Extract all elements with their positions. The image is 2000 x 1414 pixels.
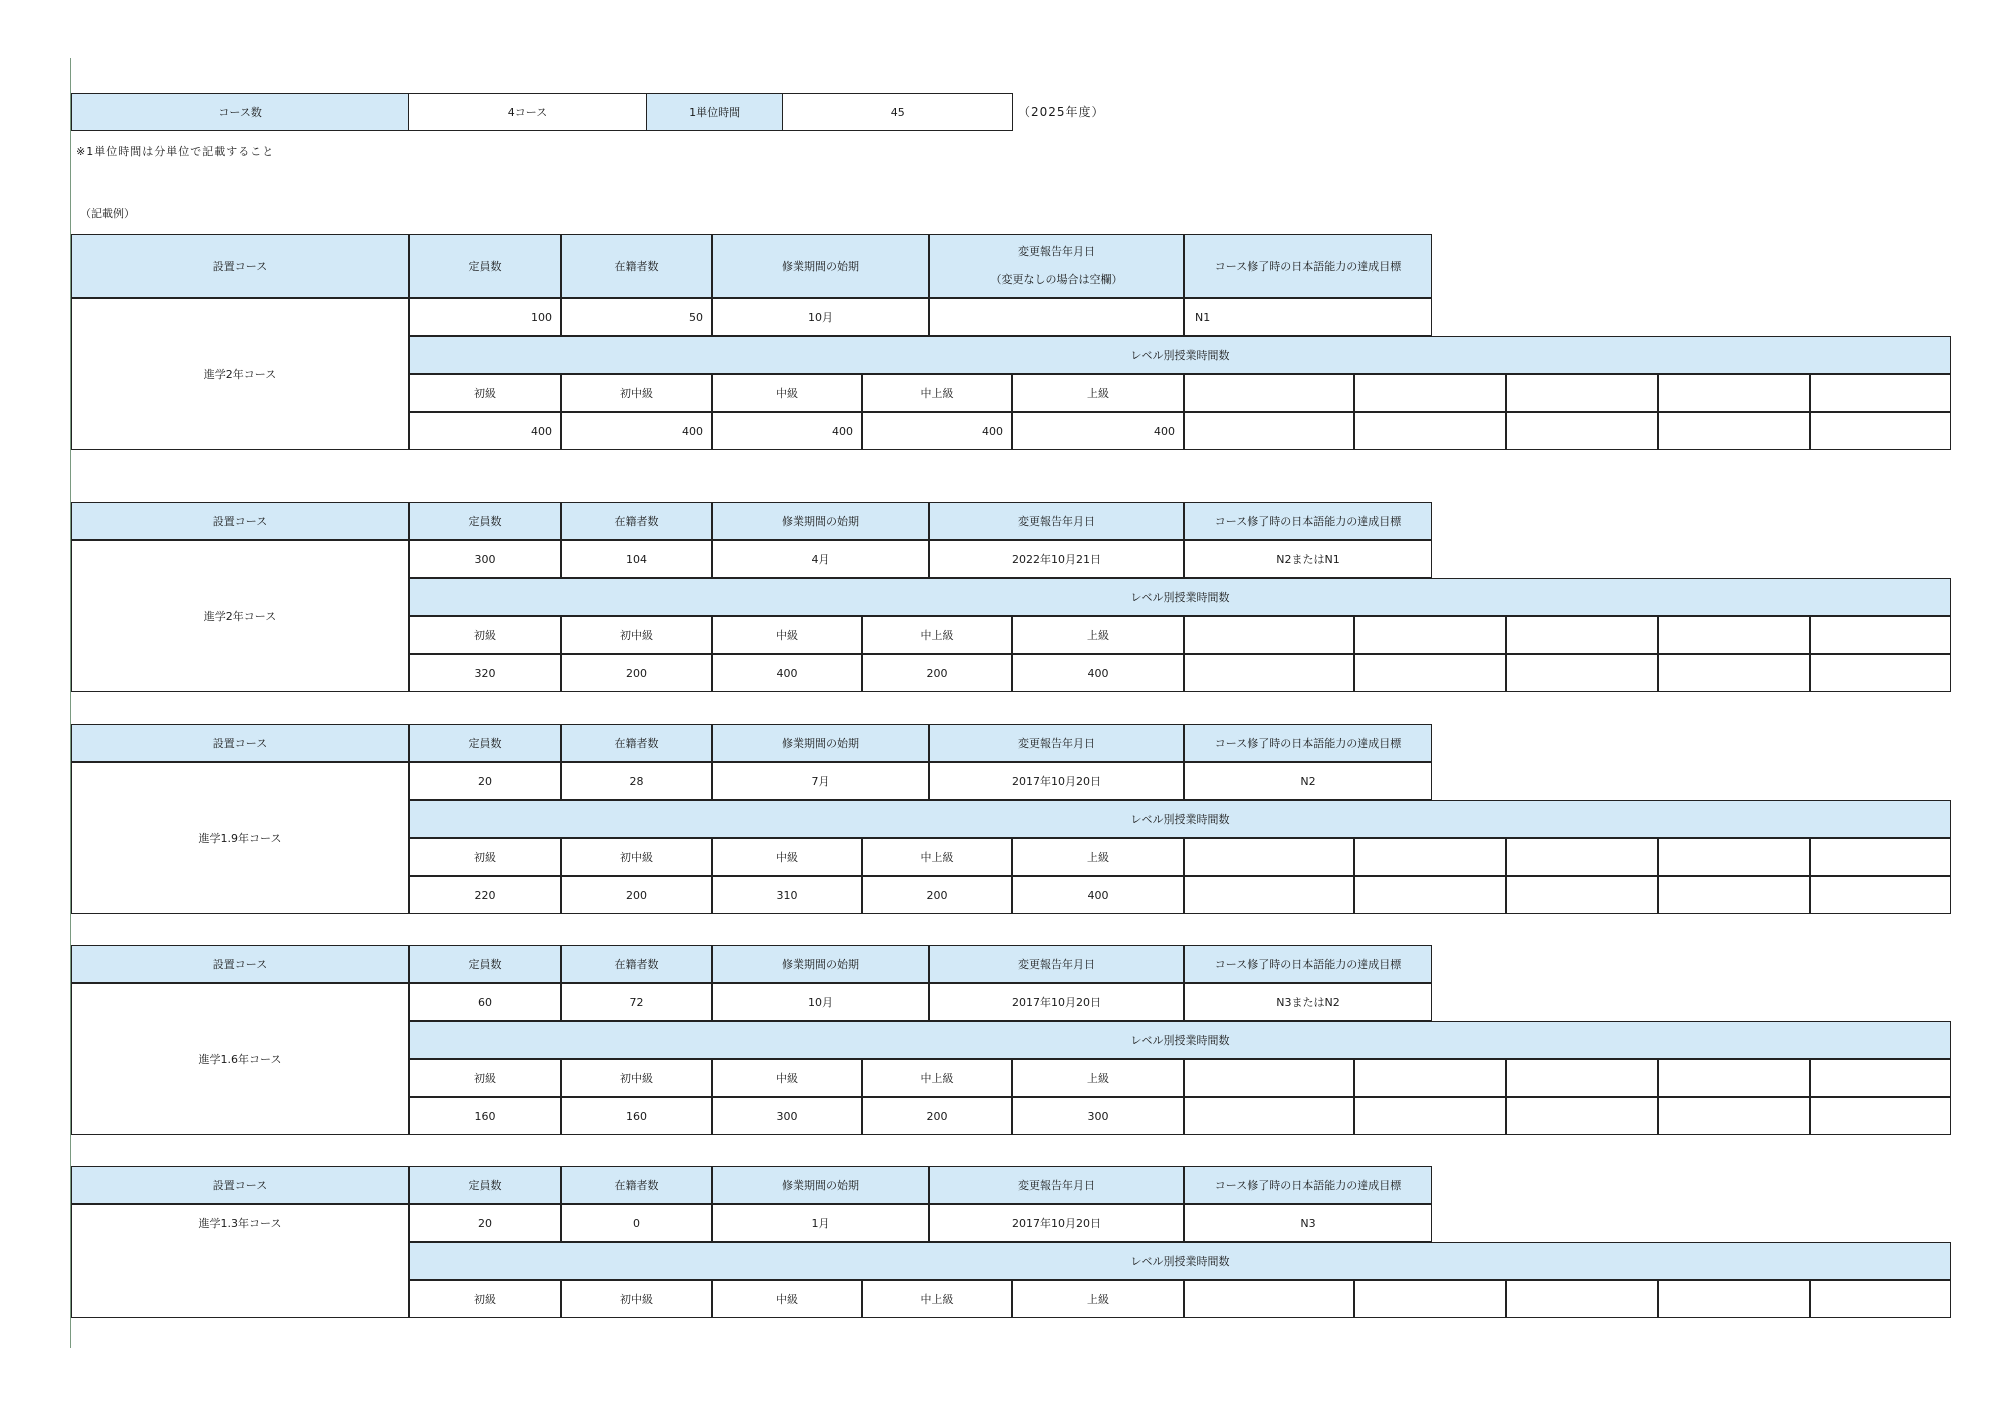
level-label: 初中級 [561, 1280, 712, 1318]
header-change-date-label: 変更報告年月日 [1018, 245, 1095, 258]
header-change-date: 変更報告年月日 [929, 502, 1184, 540]
level-label-empty [1658, 374, 1810, 412]
header-change-date-note: （変更なしの場合は空欄） [990, 273, 1123, 286]
level-label-empty [1506, 1280, 1658, 1318]
level-hours-value: 300 [1012, 1097, 1184, 1135]
level-hours-empty [1184, 412, 1354, 450]
course-target: N3 [1184, 1204, 1432, 1242]
level-label: 中級 [712, 616, 862, 654]
course-enrolled: 28 [561, 762, 712, 800]
course-name: 進学1.6年コース [71, 983, 409, 1135]
level-label: 初級 [409, 1059, 561, 1097]
course-start: 4月 [712, 540, 929, 578]
level-label: 初中級 [561, 374, 712, 412]
level-label: 初中級 [561, 1059, 712, 1097]
header-capacity: 定員数 [409, 234, 561, 298]
level-hours-empty [1506, 654, 1658, 692]
header-enrolled: 在籍者数 [561, 945, 712, 983]
course-name: 進学1.3年コース [71, 1204, 409, 1318]
level-label: 中上級 [862, 1059, 1012, 1097]
level-hours-value: 320 [409, 654, 561, 692]
header-start: 修業期間の始期 [712, 1166, 929, 1204]
level-hours-value: 220 [409, 876, 561, 914]
level-label: 初級 [409, 1280, 561, 1318]
level-hours-empty [1810, 876, 1951, 914]
example-label: （記載例） [80, 207, 135, 220]
level-label: 上級 [1012, 616, 1184, 654]
unit-time-label: 1単位時間 [647, 94, 784, 130]
level-hours-empty [1658, 876, 1810, 914]
course-change-date [929, 298, 1184, 336]
header-course: 設置コース [71, 234, 409, 298]
course-count-value: 4コース [409, 94, 647, 130]
level-label: 中上級 [862, 616, 1012, 654]
level-label-empty [1506, 838, 1658, 876]
course-enrolled: 50 [561, 298, 712, 336]
level-label-empty [1354, 1059, 1506, 1097]
header-enrolled: 在籍者数 [561, 502, 712, 540]
course-count-label: コース数 [72, 94, 409, 130]
level-hours-value: 400 [862, 412, 1012, 450]
level-label-empty [1354, 374, 1506, 412]
level-label-empty [1184, 1280, 1354, 1318]
header-change-date: 変更報告年月日 [929, 945, 1184, 983]
course-change-date: 2017年10月20日 [929, 1204, 1184, 1242]
level-hours-empty [1810, 412, 1951, 450]
level-hours-empty [1810, 1097, 1951, 1135]
level-label: 上級 [1012, 1059, 1184, 1097]
level-hours-value: 200 [862, 1097, 1012, 1135]
level-hours-title: レベル別授業時間数 [409, 1021, 1951, 1059]
course-target: N2 [1184, 762, 1432, 800]
header-capacity: 定員数 [409, 945, 561, 983]
level-label-empty [1506, 374, 1658, 412]
summary-header [71, 93, 1013, 131]
level-hours-value: 310 [712, 876, 862, 914]
course-start: 10月 [712, 298, 929, 336]
fiscal-year: （2025年度） [1018, 105, 1105, 119]
level-hours-value: 200 [561, 654, 712, 692]
header-enrolled: 在籍者数 [561, 1166, 712, 1204]
level-hours-empty [1506, 1097, 1658, 1135]
course-name: 進学2年コース [71, 540, 409, 692]
course-start: 7月 [712, 762, 929, 800]
level-label: 中上級 [862, 1280, 1012, 1318]
course-block [71, 1166, 1951, 1318]
level-hours-value: 160 [561, 1097, 712, 1135]
level-hours-empty [1184, 876, 1354, 914]
level-hours-value: 400 [409, 412, 561, 450]
level-hours-empty [1184, 1097, 1354, 1135]
header-start: 修業期間の始期 [712, 945, 929, 983]
level-label-empty [1658, 1280, 1810, 1318]
level-label-empty [1184, 616, 1354, 654]
level-hours-empty [1354, 1097, 1506, 1135]
level-label-empty [1506, 1059, 1658, 1097]
header-enrolled: 在籍者数 [561, 234, 712, 298]
level-label-empty [1658, 838, 1810, 876]
level-label: 初中級 [561, 616, 712, 654]
course-capacity: 20 [409, 762, 561, 800]
course-name: 進学1.9年コース [71, 762, 409, 914]
level-hours-empty [1354, 412, 1506, 450]
course-change-date: 2017年10月20日 [929, 983, 1184, 1021]
level-label: 中上級 [862, 374, 1012, 412]
level-label-empty [1810, 1059, 1951, 1097]
level-label: 中上級 [862, 838, 1012, 876]
level-hours-empty [1354, 654, 1506, 692]
level-hours-value: 400 [561, 412, 712, 450]
course-name: 進学2年コース [71, 298, 409, 450]
level-hours-empty [1506, 412, 1658, 450]
level-label: 中級 [712, 838, 862, 876]
header-change-date [929, 234, 1184, 298]
level-hours-empty [1658, 654, 1810, 692]
level-hours-title: レベル別授業時間数 [409, 1242, 1951, 1280]
course-capacity: 100 [409, 298, 561, 336]
level-hours-value: 200 [862, 876, 1012, 914]
header-start: 修業期間の始期 [712, 234, 929, 298]
level-hours-title: レベル別授業時間数 [409, 336, 1951, 374]
course-enrolled: 72 [561, 983, 712, 1021]
level-hours-empty [1658, 412, 1810, 450]
course-change-date: 2017年10月20日 [929, 762, 1184, 800]
header-course: 設置コース [71, 724, 409, 762]
course-enrolled: 104 [561, 540, 712, 578]
level-label: 初中級 [561, 838, 712, 876]
level-hours-value: 400 [1012, 412, 1184, 450]
unit-time-note: ※1単位時間は分単位で記載すること [76, 145, 275, 158]
level-hours-value: 160 [409, 1097, 561, 1135]
header-start: 修業期間の始期 [712, 502, 929, 540]
level-hours-empty [1184, 654, 1354, 692]
course-capacity: 300 [409, 540, 561, 578]
level-hours-title: レベル別授業時間数 [409, 800, 1951, 838]
course-change-date: 2022年10月21日 [929, 540, 1184, 578]
header-course: 設置コース [71, 502, 409, 540]
level-hours-value: 400 [712, 654, 862, 692]
level-hours-value: 200 [561, 876, 712, 914]
header-target: コース修了時の日本語能力の達成目標 [1184, 945, 1432, 983]
header-target: コース修了時の日本語能力の達成目標 [1184, 1166, 1432, 1204]
level-hours-empty [1354, 876, 1506, 914]
level-label: 初級 [409, 616, 561, 654]
level-label-empty [1184, 374, 1354, 412]
header-target: コース修了時の日本語能力の達成目標 [1184, 234, 1432, 298]
level-label-empty [1354, 616, 1506, 654]
header-enrolled: 在籍者数 [561, 724, 712, 762]
course-block [71, 724, 1951, 914]
level-label: 中級 [712, 1059, 862, 1097]
level-hours-empty [1658, 1097, 1810, 1135]
level-label: 上級 [1012, 838, 1184, 876]
level-hours-value: 400 [1012, 876, 1184, 914]
header-target: コース修了時の日本語能力の達成目標 [1184, 502, 1432, 540]
header-capacity: 定員数 [409, 1166, 561, 1204]
level-label-empty [1184, 838, 1354, 876]
level-hours-value: 400 [712, 412, 862, 450]
course-target: N2またはN1 [1184, 540, 1432, 578]
course-capacity: 20 [409, 1204, 561, 1242]
course-target: N3またはN2 [1184, 983, 1432, 1021]
header-course: 設置コース [71, 1166, 409, 1204]
header-capacity: 定員数 [409, 724, 561, 762]
level-label-empty [1354, 838, 1506, 876]
level-label-empty [1810, 374, 1951, 412]
header-change-date: 変更報告年月日 [929, 1166, 1184, 1204]
level-label: 初級 [409, 838, 561, 876]
level-label-empty [1354, 1280, 1506, 1318]
level-label: 上級 [1012, 1280, 1184, 1318]
header-change-date: 変更報告年月日 [929, 724, 1184, 762]
level-hours-empty [1506, 876, 1658, 914]
level-label-empty [1810, 838, 1951, 876]
course-block [71, 234, 1951, 450]
level-label: 上級 [1012, 374, 1184, 412]
level-label-empty [1810, 1280, 1951, 1318]
level-label: 中級 [712, 1280, 862, 1318]
level-label: 初級 [409, 374, 561, 412]
level-label-empty [1658, 616, 1810, 654]
level-hours-value: 200 [862, 654, 1012, 692]
course-block [71, 945, 1951, 1135]
level-label: 中級 [712, 374, 862, 412]
level-hours-value: 400 [1012, 654, 1184, 692]
header-start: 修業期間の始期 [712, 724, 929, 762]
level-hours-title: レベル別授業時間数 [409, 578, 1951, 616]
course-capacity: 60 [409, 983, 561, 1021]
course-block [71, 502, 1951, 692]
unit-time-value: 45 [890, 105, 905, 119]
level-label-empty [1658, 1059, 1810, 1097]
level-label-empty [1810, 616, 1951, 654]
course-start: 1月 [712, 1204, 929, 1242]
header-capacity: 定員数 [409, 502, 561, 540]
course-enrolled: 0 [561, 1204, 712, 1242]
level-label-empty [1506, 616, 1658, 654]
level-hours-value: 300 [712, 1097, 862, 1135]
course-target: N1 [1184, 298, 1432, 336]
level-hours-empty [1810, 654, 1951, 692]
level-label-empty [1184, 1059, 1354, 1097]
course-start: 10月 [712, 983, 929, 1021]
header-course: 設置コース [71, 945, 409, 983]
header-target: コース修了時の日本語能力の達成目標 [1184, 724, 1432, 762]
